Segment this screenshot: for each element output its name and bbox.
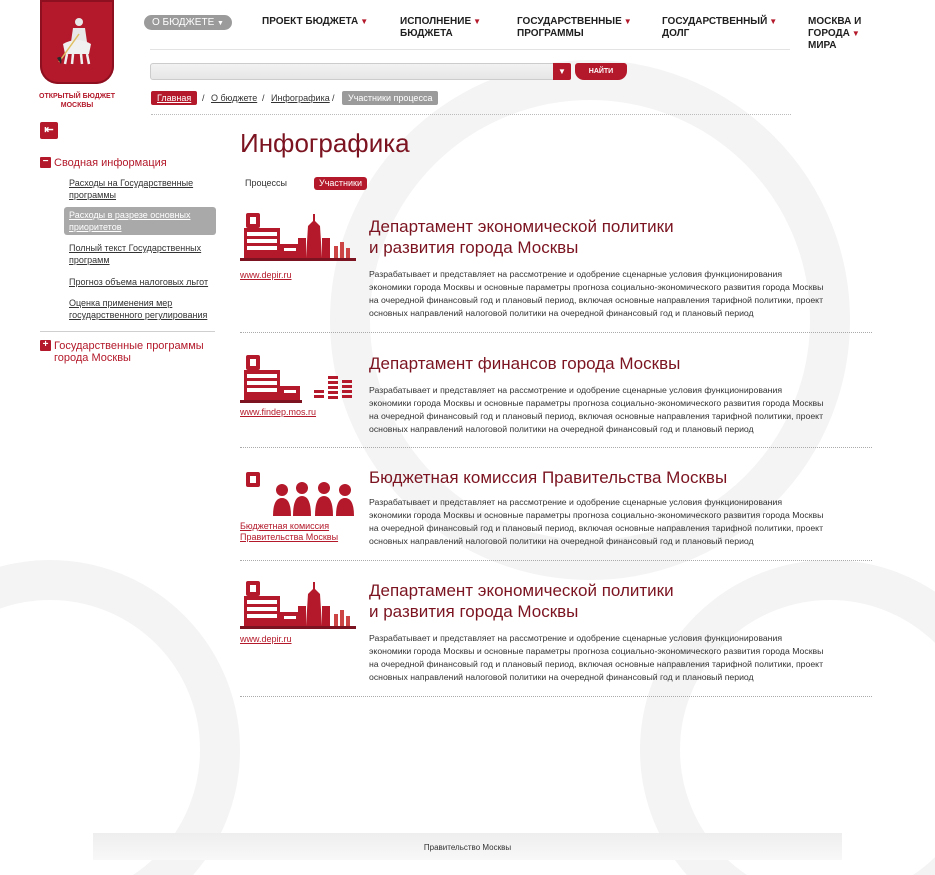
logo-caption: ОТКРЫТЫЙ БЮДЖЕТ МОСКВЫ [39, 93, 115, 109]
caret-down-icon: ▼ [623, 17, 632, 26]
nav-divider [150, 49, 790, 50]
breadcrumb-separator: / [262, 93, 265, 103]
entry-link[interactable]: www.depir.ru [240, 270, 292, 280]
participant-entry [240, 210, 872, 334]
building-tower-icon [240, 578, 356, 636]
entry-divider [240, 447, 872, 448]
entry-description: Разрабатывает и представляет на рассмотрение и одобрение сценарные условия функционирования экономики города Москвы и основные параметры прогноза социально-экономического развития города Москвы на очередной финансовый год и плановый период, включая основные направления тарифной политики, проект основных направлений налоговой политики на очередной финансовый год и плановый период [369, 385, 824, 434]
sidebar-item-programs-fulltext[interactable]: Полный текст Государственных программ [69, 243, 202, 265]
sidebar-section-summary[interactable]: − Сводная информация [40, 157, 167, 169]
footer [93, 833, 842, 860]
search-input[interactable] [150, 63, 555, 80]
nav-budget-execution[interactable]: ИСПОЛНЕНИЕ ▼ БЮДЖЕТА [400, 16, 482, 39]
collapse-left-icon: ⇤ [44, 124, 54, 136]
footer-text[interactable]: Правительство Москвы [423, 843, 512, 852]
entry-divider [240, 560, 872, 561]
breadcrumb-separator: / [332, 93, 335, 103]
breadcrumb-separator: / [202, 93, 205, 103]
breadcrumb-about[interactable]: О бюджете [211, 93, 258, 103]
entry-divider [240, 696, 872, 697]
about-budget-menu[interactable]: О БЮДЖЕТЕ ▼ [144, 15, 232, 30]
nav-state-debt[interactable]: ГОСУДАРСТВЕННЫЙ ▼ ДОЛГ [662, 16, 778, 39]
caret-down-icon: ▼ [851, 29, 860, 38]
page-title: Инфографика [240, 128, 410, 158]
nav-budget-project[interactable]: ПРОЕКТ БЮДЖЕТА ▼ [262, 16, 369, 27]
entry-description: Разрабатывает и представляет на рассмотрение и одобрение сценарные условия функционирования экономики города Москвы и основные параметры прогноза социально-экономического развития города Москвы на очередной финансовый год и плановый период, включая основные направления тарифной политики, проект основных направлений налоговой политики на очередной финансовый год и плановый период [369, 269, 824, 318]
site-logo[interactable] [39, 0, 115, 110]
entry-description: Разрабатывает и представляет на рассмотрение и одобрение сценарные условия функционирования экономики города Москвы и основные параметры прогноза социально-экономического развития города Москвы на очередной финансовый год и плановый период, включая основные направления тарифной политики, проект основных направлений налоговой политики на очередной финансовый год и плановый период [369, 497, 824, 546]
breadcrumb-current: Участники процесса [342, 91, 438, 105]
sidebar-item-priority-expenses[interactable]: Расходы в разрезе основных приоритетов [64, 207, 216, 235]
caret-down-icon: ▼ [769, 17, 778, 26]
sidebar-divider [40, 331, 215, 332]
participant-entry [240, 352, 872, 450]
caret-down-icon: ▼ [473, 17, 482, 26]
entry-title: Департамент экономической политики и развития города Москвы [369, 217, 674, 257]
tab-processes[interactable]: Процессы [245, 178, 288, 188]
entry-link[interactable]: www.depir.ru [240, 634, 292, 644]
chevron-down-icon: ▼ [217, 20, 224, 27]
search-button[interactable]: НАЙТИ [575, 63, 627, 80]
entry-description: Разрабатывает и представляет на рассмотрение и одобрение сценарные условия функционирования экономики города Москвы и основные параметры прогноза социально-экономического развития города Москвы на очередной финансовый год и плановый период, включая основные направления тарифной политики, проект основных направлений налоговой политики на очередной финансовый год и плановый период [369, 633, 824, 682]
breadcrumb-infographics[interactable]: Инфографика [271, 93, 330, 103]
entry-title: Бюджетная комиссия Правительства Москвы [369, 468, 728, 487]
breadcrumb-home[interactable]: Главная [151, 91, 197, 105]
top-navigation [144, 14, 914, 50]
building-coins-icon [240, 352, 356, 410]
moscow-coat-of-arms-icon [40, 0, 114, 84]
sidebar-item-program-expenses[interactable]: Расходы на Государственные программы [69, 178, 194, 200]
participant-entry [240, 578, 872, 700]
sidebar-item-regulation-assessment[interactable]: Оценка применения мер государственного регулирования [69, 298, 208, 320]
entry-title: Департамент экономической политики и развития города Москвы [369, 581, 674, 621]
minus-icon: − [40, 157, 51, 168]
caret-down-icon: ▼ [360, 17, 369, 26]
entry-title: Департамент финансов города Москвы [369, 354, 681, 373]
entry-divider [240, 332, 872, 333]
nav-state-programs[interactable]: ГОСУДАРСТВЕННЫЕ ▼ ПРОГРАММЫ [517, 16, 632, 39]
sidebar-item-tax-benefits[interactable]: Прогноз объема налоговых льгот [69, 277, 209, 287]
collapse-sidebar-button[interactable] [40, 122, 58, 139]
people-group-icon [240, 466, 356, 524]
building-tower-icon [240, 210, 356, 268]
sidebar-section-state-programs[interactable]: + Государственные программы города Москвы [40, 340, 204, 364]
entry-link[interactable]: Бюджетная комиссия Правительства Москвы [240, 521, 339, 542]
plus-icon: + [40, 340, 51, 351]
chevron-down-icon: ▼ [558, 67, 566, 76]
nav-moscow-world-cities[interactable]: МОСКВА И ГОРОДА ▼ МИРА [808, 16, 862, 51]
entry-link[interactable]: www.findep.mos.ru [240, 407, 317, 417]
participant-entry [240, 466, 872, 566]
tab-participants[interactable]: Участники [314, 177, 367, 190]
search-dropdown-toggle[interactable] [553, 63, 571, 80]
breadcrumb-divider [151, 114, 791, 115]
